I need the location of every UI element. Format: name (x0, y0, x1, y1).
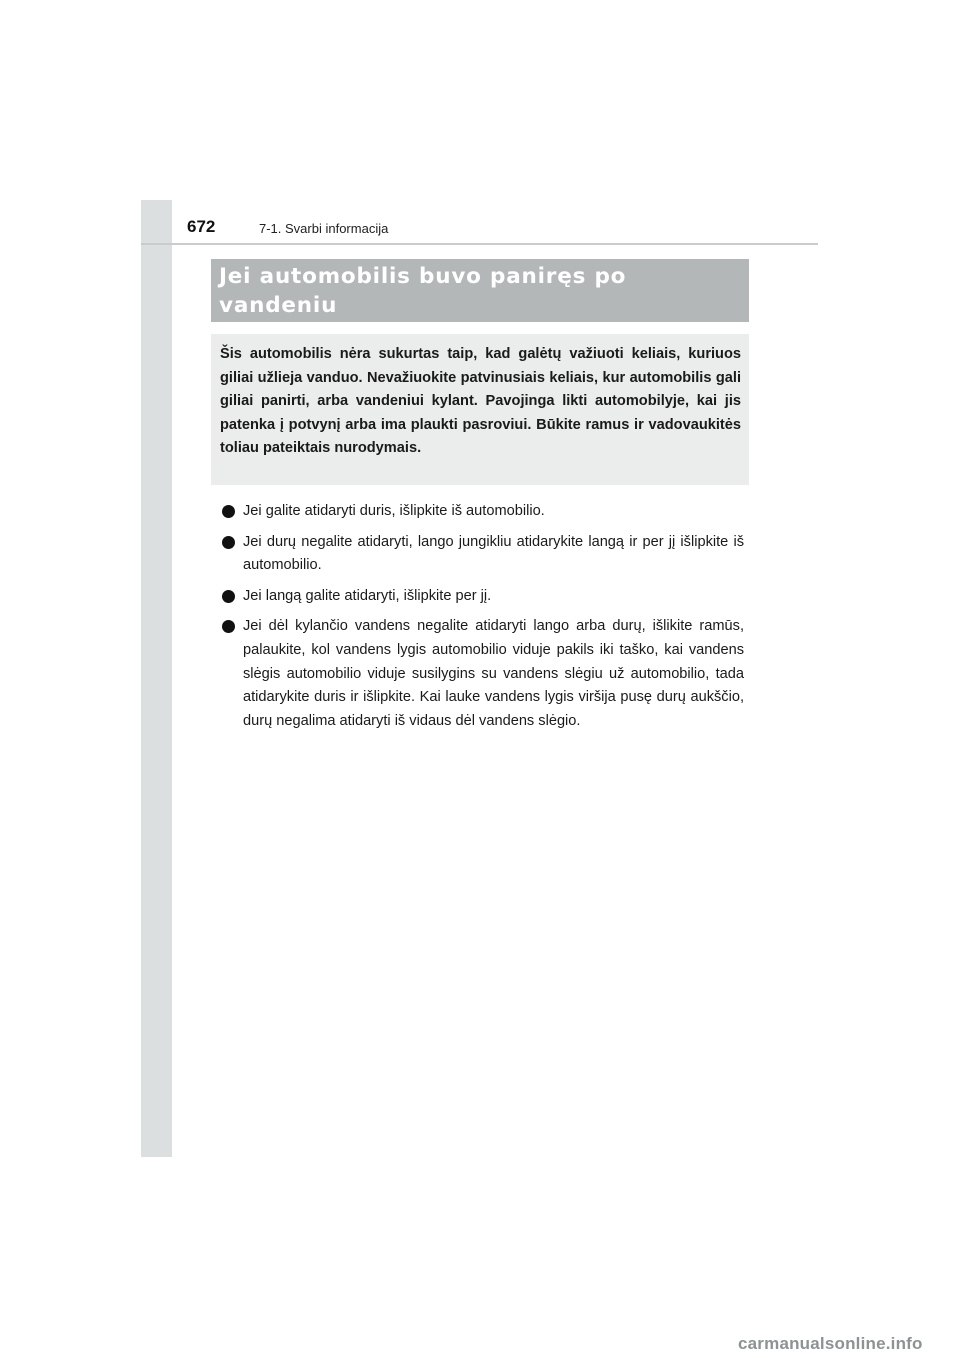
heading-banner (211, 259, 749, 322)
bullet-icon (222, 536, 235, 549)
heading-line-1: Jei automobilis buvo paniręs po vandeniu (219, 264, 627, 318)
warning-text: Šis automobilis nėra sukurtas taip, kad galėtų važiuoti keliais, kuriuos giliai užlieja vanduo. Nevažiuokite patvinusiais keliais, kur automobilis gali giliai panirti, arba vandeniui kylant. Pavojinga likti automobilyje, kai jis patenka į potvynį arba ima plaukti pasroviui. Būkite ramus ir vadovaukitės toliau pateiktais nurodymais. (220, 346, 741, 457)
side-tab-bar (141, 200, 172, 1157)
list-item (222, 500, 744, 524)
instruction-list (222, 500, 744, 740)
list-item-text: Jei galite atidaryti duris, išlipkite iš automobilio. (243, 503, 545, 519)
list-item (222, 531, 744, 578)
list-item (222, 615, 744, 733)
list-item-text: Jei durų negalite atidaryti, lango jungikliu atidarykite langą ir per jį išlipkite iš automobilio. (243, 533, 744, 574)
section-title: 7-1. Svarbi informacija (259, 221, 389, 236)
header-divider (141, 243, 818, 245)
bullet-icon (222, 505, 235, 518)
bullet-icon (222, 620, 235, 633)
list-item-text: Jei langą galite atidaryti, išlipkite per jį. (243, 587, 492, 604)
list-item (222, 585, 744, 609)
list-item-text: Jei dėl kylančio vandens negalite atidaryti lango arba durų, išlikite ramūs, palaukite, kol vandens lygis automobilio viduje pakils iki taško, kai vandens slėgis automobilio viduje susilygins su vandens slėgiu už automobilio, tada atidarykite duris ir išlipkite. Kai lauke vandens lygis viršija pusę durų aukščio, durų negalima atidaryti iš vidaus dėl vandens slėgio. (243, 618, 744, 729)
watermark: carmanualsonline.info (738, 1334, 923, 1353)
warning-box (211, 334, 749, 485)
page-number: 672 (187, 217, 216, 236)
bullet-icon (222, 590, 235, 603)
